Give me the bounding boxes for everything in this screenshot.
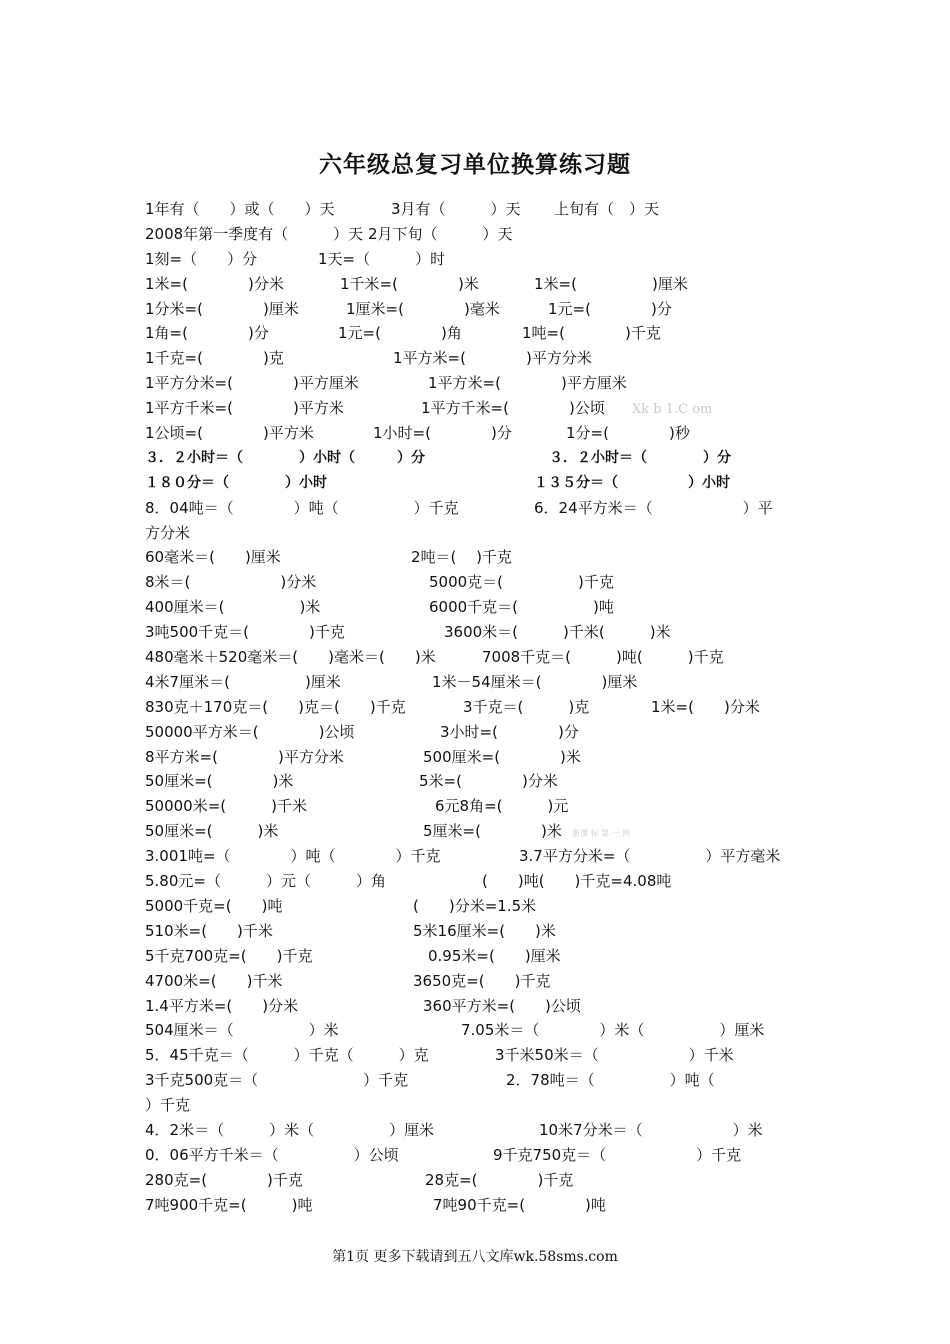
- exercise-line: [145, 819, 825, 844]
- exercise-line: [145, 570, 825, 595]
- exercise-line: [145, 1118, 825, 1143]
- exercise-item: 1吨=( )千克: [522, 324, 661, 343]
- exercise-item: 3650克=( )千克: [413, 971, 551, 990]
- exercise-item: ( )分米=1.5米: [413, 896, 537, 915]
- exercise-line: [145, 297, 825, 322]
- exercise-item: 1角=( )分: [145, 324, 269, 343]
- exercise-item: 方分米: [145, 523, 191, 542]
- exercise-item: 5千克700克=( )千克: [145, 946, 313, 965]
- exercise-line: [145, 720, 825, 745]
- exercise-item: 1分=( )秒: [566, 424, 690, 443]
- exercise-item: 1米=( )分米: [145, 274, 284, 293]
- exercise-item: 6000千克＝( )吨: [429, 598, 614, 617]
- exercise-item: 3千克＝( )克: [463, 697, 590, 716]
- exercise-item: 3吨500千克＝( )千克: [145, 623, 345, 642]
- exercise-line: [145, 745, 825, 770]
- exercise-item: 1千克=( )克: [145, 349, 284, 368]
- exercise-item: 8米＝( )分米: [145, 573, 317, 592]
- exercise-item: 500厘米=( )米: [423, 747, 581, 766]
- exercise-item: 0.95米=( )厘米: [428, 946, 561, 965]
- exercise-line: [145, 670, 825, 695]
- exercise-item: 5米=( )分米: [419, 772, 558, 791]
- exercise-line: [145, 1143, 825, 1168]
- exercise-item: 6元8角=( )元: [435, 797, 569, 816]
- exercise-item: 1元=( )角: [338, 324, 462, 343]
- exercise-line: [145, 521, 825, 546]
- exercise-item: 830克＋170克＝( )克＝( )千克: [145, 697, 406, 716]
- exercise-item: 1米=( )厘米: [534, 274, 688, 293]
- exercise-item: 480毫米＋520毫米＝( )毫米＝( )米: [145, 648, 436, 667]
- exercise-line: [145, 794, 825, 819]
- exercise-item: 510米=( )千米: [145, 921, 273, 940]
- exercise-line: [145, 1018, 825, 1043]
- exercise-item: 1米=( )分米: [651, 697, 760, 716]
- exercise-line: [145, 645, 825, 670]
- exercise-line: [145, 844, 825, 869]
- exercise-item: 1分米=( )厘米: [145, 299, 299, 318]
- exercise-item: 2008年第一季度有（ ）天 2月下旬（ ）天: [145, 224, 513, 243]
- exercise-item: 1千米=( )米: [340, 274, 479, 293]
- exercise-item: 上旬有（ ）天: [554, 200, 660, 218]
- exercise-line: [145, 620, 825, 645]
- exercise-line: [145, 769, 825, 794]
- exercise-line: [145, 222, 825, 247]
- exercise-item: 5000克＝( )千克: [429, 573, 614, 592]
- exercise-item: １８０分＝（ ）小时: [145, 474, 327, 491]
- exercise-item: 1刻=（ ）分: [145, 249, 258, 268]
- exercise-item: 360平方米=( )公顷: [423, 996, 581, 1015]
- exercise-item: 5米16厘米=( )米: [413, 921, 556, 940]
- exercise-item: 3600米＝( )千米( )米: [444, 623, 671, 642]
- exercise-item: 5.80元=（ ）元（ ）角: [145, 872, 386, 891]
- exercise-item: 2吨＝( )千克: [411, 548, 513, 567]
- exercise-item: 280克=( )千克: [145, 1170, 303, 1189]
- exercise-item: 3千克500克＝（ ）千克: [145, 1071, 409, 1090]
- exercise-item: 3千米50米＝（ ）千米: [495, 1046, 734, 1065]
- watermark-text-1: Xk b 1.C om: [632, 402, 713, 417]
- exercise-item: 7008千克＝( )吨( )千克: [482, 648, 724, 667]
- exercise-line: [145, 1093, 825, 1118]
- exercise-item: 1.4平方米=( )分米: [145, 996, 299, 1015]
- exercise-line: [145, 944, 825, 969]
- exercise-item: 400厘米＝( )米: [145, 598, 321, 617]
- exercise-line: [145, 969, 825, 994]
- exercise-line: [145, 894, 825, 919]
- exercise-line: [145, 1168, 825, 1193]
- exercise-line: [145, 595, 825, 620]
- exercise-item: 8平方米=( )平方分米: [145, 747, 344, 766]
- exercise-item: 3.001吨=（ ）吨（ ）千克: [145, 847, 441, 866]
- exercise-line: [145, 421, 825, 446]
- exercise-item: 1平方千米=( )公顷: [421, 399, 605, 418]
- exercise-line: [145, 496, 825, 521]
- exercise-item: 28克=( )千克: [425, 1170, 574, 1189]
- exercise-item: 1平方分米=( )平方厘米: [145, 374, 359, 393]
- exercise-line: [145, 371, 825, 396]
- page-title: 六年级总复习单位换算练习题: [319, 151, 631, 178]
- exercise-line: [145, 396, 825, 421]
- exercise-item: ３．２小时＝（ ）小时（ ）分: [145, 449, 425, 466]
- exercise-item: 7吨900千克=( )吨: [145, 1195, 313, 1214]
- exercise-item: １３５分＝（ ）小时: [534, 474, 730, 491]
- exercise-item: 1天=（ ）时: [318, 249, 446, 268]
- exercise-item: 4700米=( )千米: [145, 971, 283, 990]
- exercise-line: [145, 919, 825, 944]
- exercise-item: 1公顷=( )平方米: [145, 424, 314, 443]
- exercise-item: 5000千克=( )吨: [145, 896, 283, 915]
- exercise-item: 504厘米＝（ ）米: [145, 1021, 339, 1040]
- exercise-item: 4．2米＝（ ）米（ ）厘米: [145, 1120, 435, 1139]
- exercise-item: 6．24平方米＝（ ）平: [534, 498, 773, 517]
- exercise-line: [145, 1193, 825, 1218]
- exercise-line: [145, 197, 825, 222]
- exercise-item: 5厘米=( )米: [423, 822, 562, 841]
- exercise-item: 1元=( )分: [548, 299, 672, 318]
- exercise-list: [145, 197, 825, 1218]
- exercise-item: 1平方米=( )平方分米: [393, 349, 592, 368]
- exercise-item: 50厘米=( )米: [145, 822, 279, 841]
- exercise-item: 3月有（ ）天: [391, 200, 521, 218]
- exercise-line: [145, 272, 825, 297]
- exercise-item: 50厘米=( )米: [145, 772, 294, 791]
- exercise-line: [145, 695, 825, 720]
- exercise-item: 50000米=( )千米: [145, 797, 307, 816]
- exercise-item: ３．２小时＝（ ）分: [549, 449, 731, 466]
- exercise-item: 3.7平方分米=（ ）平方毫米: [519, 847, 781, 866]
- exercise-item: 2．78吨＝（ ）吨（: [506, 1071, 715, 1090]
- exercise-line: [145, 247, 825, 272]
- exercise-item: 50000平方米＝( )公顷: [145, 722, 355, 741]
- page-footer: 第1页 更多下载请到五八文库wk.58sms.com: [332, 1249, 618, 1265]
- exercise-item: 60毫米＝( )厘米: [145, 548, 281, 567]
- watermark-text-2: 新课 标 第 一 网: [572, 829, 631, 838]
- exercise-item: 1厘米=( )毫米: [346, 299, 500, 318]
- exercise-item: 1年有（ ）或（ ）天: [145, 200, 335, 218]
- exercise-line: [145, 471, 825, 496]
- exercise-line: [145, 545, 825, 570]
- exercise-item: ( )吨( )千克=4.08吨: [482, 872, 672, 891]
- exercise-item: 7吨90千克=( )吨: [433, 1195, 606, 1214]
- exercise-item: 4米7厘米＝( )厘米: [145, 672, 341, 691]
- exercise-item: 0．06平方千米＝（ ）公顷: [145, 1145, 399, 1164]
- exercise-line: [145, 869, 825, 894]
- exercise-item: 1小时=( )分: [373, 424, 512, 443]
- exercise-line: [145, 1068, 825, 1093]
- exercise-item: 7.05米＝（ ）米（ ）厘米: [461, 1021, 765, 1040]
- exercise-item: 1米－54厘米＝( )厘米: [432, 672, 638, 691]
- exercise-line: [145, 1043, 825, 1068]
- exercise-item: 8．04吨＝（ ）吨（ ）千克: [145, 498, 459, 517]
- exercise-line: [145, 346, 825, 371]
- exercise-item: 10米7分米＝（ ）米: [539, 1120, 763, 1139]
- exercise-item: ）千克: [145, 1096, 191, 1115]
- exercise-line: [145, 321, 825, 346]
- exercise-line: [145, 446, 825, 471]
- exercise-item: 9千克750克＝（ ）千克: [493, 1145, 742, 1164]
- exercise-item: 1平方米=( )平方厘米: [428, 374, 627, 393]
- exercise-item: 3小时=( )分: [440, 722, 579, 741]
- exercise-line: [145, 994, 825, 1019]
- exercise-item: 5．45千克＝（ ）千克（ ）克: [145, 1046, 429, 1065]
- exercise-item: 1平方千米=( )平方米: [145, 399, 344, 418]
